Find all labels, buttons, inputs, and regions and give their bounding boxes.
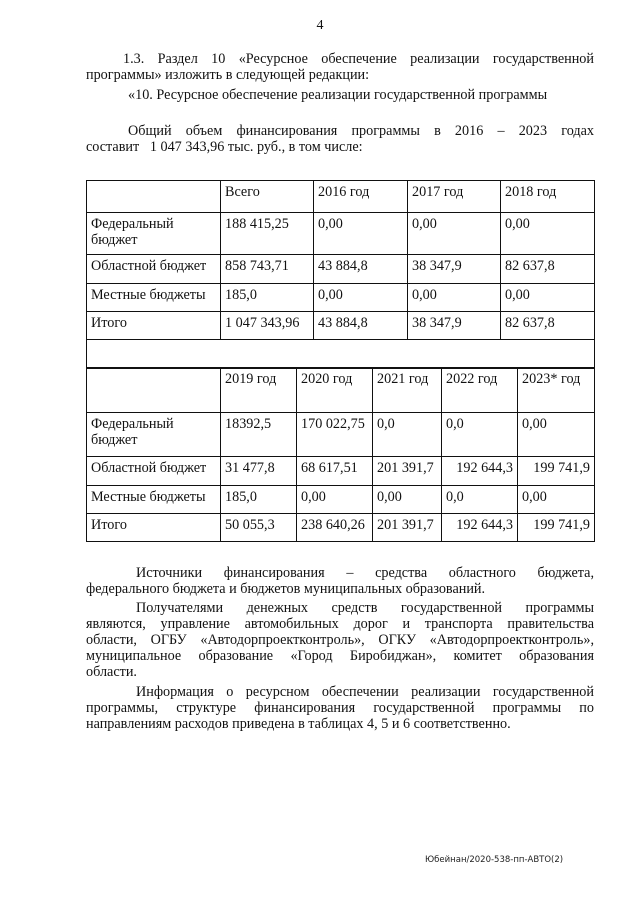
- row-label: Федеральный бюджет: [87, 413, 221, 457]
- table-header-cell: 2018 год: [501, 181, 595, 213]
- table-cell: 43 884,8: [314, 312, 408, 340]
- table-cell: 50 055,3: [221, 514, 297, 542]
- table-cell: 192 644,3: [442, 457, 518, 486]
- info-line3: направлениям расходов приведена в таблицах 4, 5 и 6 соответственно.: [86, 716, 511, 732]
- table-cell: 43 884,8: [314, 255, 408, 284]
- recipients-line4: муниципальное образование «Город Биробиджан», комитет образования: [86, 648, 594, 664]
- row-label: Местные бюджеты: [87, 284, 221, 312]
- sources-line2: федерального бюджета и бюджетов муниципальных образований.: [86, 581, 486, 597]
- table-cell: 0,00: [518, 486, 595, 514]
- table-cell: 238 640,26: [297, 514, 373, 542]
- table-header-cell: 2021 год: [373, 368, 442, 413]
- funding-table-2019-2023: [86, 367, 595, 542]
- table-cell: 201 391,7: [373, 514, 442, 542]
- total-funding-line1: Общий объем финансирования программы в 2016 – 2023 годах: [128, 123, 594, 139]
- table-cell: 0,00: [408, 284, 501, 312]
- table-header-cell: 2023* год: [518, 368, 595, 413]
- table-cell: 199 741,9: [518, 514, 595, 542]
- table-header-cell: Всего: [221, 181, 314, 213]
- table-header-cell: 2017 год: [408, 181, 501, 213]
- table-cell: 31 477,8: [221, 457, 297, 486]
- row-label: Местные бюджеты: [87, 486, 221, 514]
- document-footer-code: Юбейнан/2020-538-пп-АВТО(2): [425, 855, 564, 865]
- recipients-line3: области, ОГБУ «Автодорпроектконтроль», ОГКУ «Автодорпроектконтроль»,: [86, 632, 594, 648]
- table-cell: 1 047 343,96: [221, 312, 314, 340]
- table-cell: 38 347,9: [408, 312, 501, 340]
- table-spacer: [86, 339, 595, 369]
- table-header-cell: [87, 181, 221, 213]
- table-header-row: [87, 368, 595, 413]
- table-cell: 199 741,9: [518, 457, 595, 486]
- table-row: [87, 486, 595, 514]
- table-cell: 858 743,71: [221, 255, 314, 284]
- amendment-paragraph-line1: 1.3. Раздел 10 «Ресурсное обеспечение реализации государственной: [123, 51, 594, 67]
- amendment-paragraph-line2: программы» изложить в следующей редакции:: [86, 67, 370, 83]
- table-cell: 201 391,7: [373, 457, 442, 486]
- table-cell: 192 644,3: [442, 514, 518, 542]
- table-cell: 0,0: [442, 413, 518, 457]
- table-header-cell: [87, 368, 221, 413]
- page-number: 4: [316, 18, 324, 33]
- table-cell: 0,00: [314, 284, 408, 312]
- row-label: Областной бюджет: [87, 457, 221, 486]
- row-label: Итого: [87, 312, 221, 340]
- table-header-row: [87, 181, 595, 213]
- table-cell: 38 347,9: [408, 255, 501, 284]
- table-header-cell: 2019 год: [221, 368, 297, 413]
- table-header-cell: 2016 год: [314, 181, 408, 213]
- total-funding-line2: составит 1 047 343,96 тыс. руб., в том числе:: [86, 139, 363, 155]
- sources-line1: Источники финансирования – средства областного бюджета,: [136, 565, 594, 581]
- table-cell: 0,00: [373, 486, 442, 514]
- table-cell: 0,00: [297, 486, 373, 514]
- table-row: [87, 413, 595, 457]
- table-cell: 170 022,75: [297, 413, 373, 457]
- recipients-line1: Получателями денежных средств государственной программы: [136, 600, 594, 616]
- table-cell: 82 637,8: [501, 312, 595, 340]
- table-cell: 0,00: [501, 213, 595, 255]
- table-cell: 0,0: [373, 413, 442, 457]
- table-cell: 0,00: [408, 213, 501, 255]
- table-row: [87, 312, 595, 340]
- table-cell: 185,0: [221, 284, 314, 312]
- row-label: Областной бюджет: [87, 255, 221, 284]
- table-row: [87, 284, 595, 312]
- row-label: Федеральный бюджет: [87, 213, 221, 255]
- recipients-line2: являются, управление автомобильных дорог и транспорта правительства: [86, 616, 594, 632]
- table-header-cell: 2020 год: [297, 368, 373, 413]
- table-cell: 0,00: [314, 213, 408, 255]
- table-cell: 185,0: [221, 486, 297, 514]
- section-heading: «10. Ресурсное обеспечение реализации государственной программы: [128, 87, 548, 103]
- row-label: Итого: [87, 514, 221, 542]
- table-row: [87, 457, 595, 486]
- table-cell: 18392,5: [221, 413, 297, 457]
- table-cell: 188 415,25: [221, 213, 314, 255]
- table-header-cell: 2022 год: [442, 368, 518, 413]
- table-cell: 0,0: [442, 486, 518, 514]
- table-cell: 68 617,51: [297, 457, 373, 486]
- info-line2: программы, структуре финансирования государственной программы по: [86, 700, 594, 716]
- funding-table-2016-2018: [86, 180, 595, 340]
- info-line1: Информация о ресурсном обеспечении реализации государственной: [136, 684, 594, 700]
- spacer-cell: [87, 340, 595, 369]
- table-cell: 0,00: [518, 413, 595, 457]
- table-row: [87, 514, 595, 542]
- table-cell: 0,00: [501, 284, 595, 312]
- recipients-line5: области.: [86, 664, 137, 680]
- table-row: [87, 255, 595, 284]
- table-cell: 82 637,8: [501, 255, 595, 284]
- table-row: [87, 213, 595, 255]
